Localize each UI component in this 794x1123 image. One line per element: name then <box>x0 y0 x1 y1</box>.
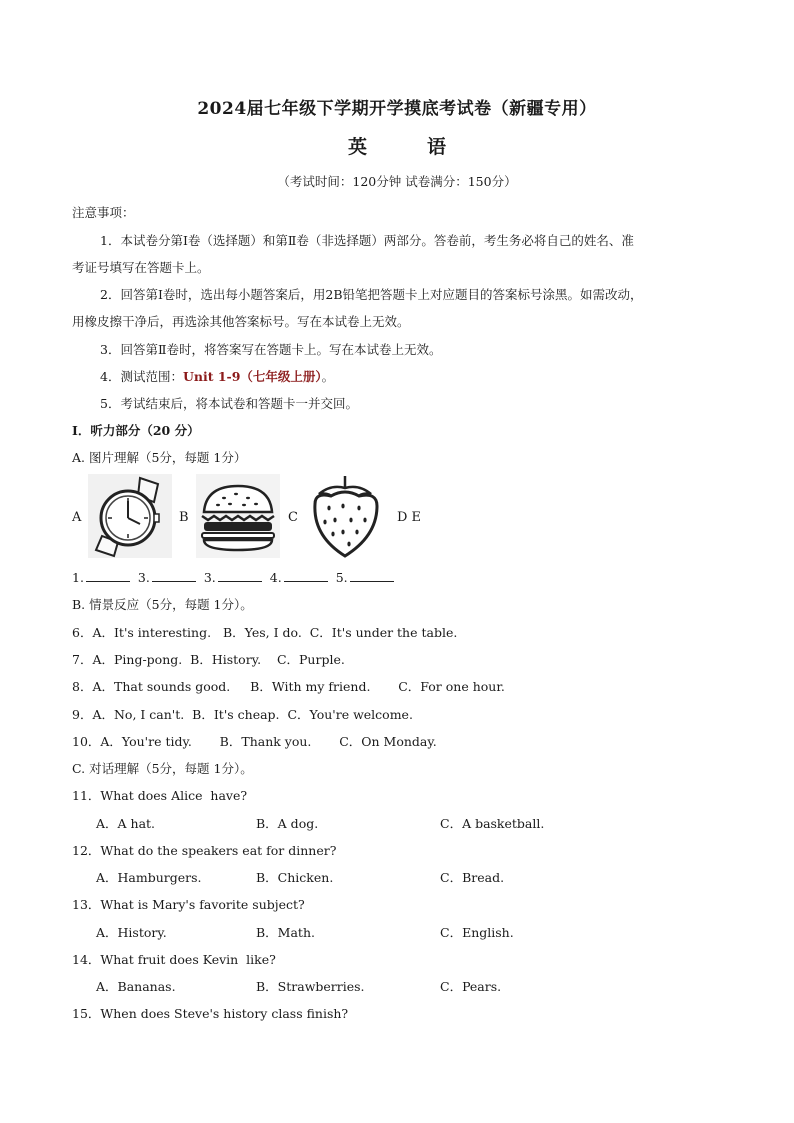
question-6: 6．A．It's interesting. B．Yes, I do. C．It's under the table. <box>72 625 458 640</box>
answer-blank[interactable] <box>152 570 196 582</box>
subject-char-2: 语 <box>427 136 447 158</box>
picture-answer-blanks <box>72 570 398 585</box>
question-13-option-b: B．Math. <box>256 925 315 940</box>
answer-blank[interactable] <box>86 570 130 582</box>
subject-char-1: 英 <box>347 136 367 158</box>
question-11-option-a: A．A hat. <box>96 816 156 831</box>
note-1a: 1．本试卷分第Ⅰ卷（选择题）和第Ⅱ卷（非选择题）两部分。答卷前，考生务必将自己的姓名、准 <box>100 233 634 248</box>
question-15-stem: 15．When does Steve's history class finish? <box>72 1006 349 1021</box>
question-13-stem: 13．What is Mary's favorite subject? <box>72 897 305 912</box>
note-4 <box>100 367 334 385</box>
hamburger-icon <box>196 474 280 561</box>
section-listening-heading: Ⅰ．听力部分（20 分） <box>72 423 200 438</box>
picture-label-b: B <box>179 510 189 525</box>
question-13-option-a: A．History. <box>96 925 167 940</box>
blank-label: 5. <box>335 570 348 585</box>
strawberry-icon <box>305 474 385 561</box>
answer-blank[interactable] <box>218 570 262 582</box>
part-c-heading: C. 对话理解（5分，每题 1分）。 <box>72 761 253 776</box>
picture-label-a: A <box>72 510 82 525</box>
question-14-option-a: A．Bananas. <box>96 979 176 994</box>
test-range: Unit 1-9（七年级上册） <box>182 369 322 384</box>
question-14-stem: 14．What fruit does Kevin like? <box>72 952 276 967</box>
picture-label-c: C <box>288 510 298 525</box>
note-5: 5．考试结束后，将本试卷和答题卡一并交回。 <box>100 396 358 411</box>
exam-meta: （考试时间：120分钟 试卷满分：150分） <box>277 174 517 189</box>
question-13-option-c: C．English. <box>440 925 514 940</box>
answer-blank[interactable] <box>284 570 328 582</box>
question-7: 7．A．Ping-pong. B．History. C．Purple. <box>72 652 345 667</box>
answer-blank[interactable] <box>350 570 394 582</box>
note-4-prefix: 4．测试范围： <box>100 369 183 384</box>
note-4-suffix: 。 <box>321 369 335 384</box>
note-2b: 用橡皮擦干净后，再选涂其他答案标号。写在本试卷上无效。 <box>72 314 410 329</box>
question-8: 8．A．That sounds good. B．With my friend. C．For one hour. <box>72 679 505 694</box>
wristwatch-icon <box>88 474 172 561</box>
subject-title <box>0 132 794 159</box>
blank-label: 4. <box>269 570 282 585</box>
question-9: 9．A．No, I can't. B．It's cheap. C．You're welcome. <box>72 707 413 722</box>
blank-label: 3. <box>203 570 216 585</box>
question-12-stem: 12．What do the speakers eat for dinner? <box>72 843 337 858</box>
exam-title: 2024届七年级下学期开学摸底考试卷（新疆专用） <box>197 99 597 119</box>
question-12-option-c: C．Bread. <box>440 870 505 885</box>
picture-label-de: D E <box>397 510 422 525</box>
note-3: 3．回答第Ⅱ卷时，将答案写在答题卡上。写在本试卷上无效。 <box>100 342 442 357</box>
blank-label: 3. <box>137 570 150 585</box>
question-14-option-b: B．Strawberries. <box>256 979 365 994</box>
blank-label: 1. <box>72 570 84 585</box>
question-12-option-a: A．Hamburgers. <box>96 870 202 885</box>
question-10: 10．A．You're tidy. B．Thank you. C．On Monday. <box>72 734 437 749</box>
notes-heading: 注意事项： <box>72 205 135 220</box>
question-11-stem: 11．What does Alice have? <box>72 788 248 803</box>
question-11-option-b: B．A dog. <box>256 816 319 831</box>
note-2a: 2．回答第Ⅰ卷时，选出每小题答案后，用2B铅笔把答题卡上对应题目的答案标号涂黑。如需改动， <box>100 287 643 302</box>
part-a-heading: A. 图片理解（5分，每题 1分） <box>72 450 247 465</box>
note-1b: 考证号填写在答题卡上。 <box>72 260 210 275</box>
part-b-heading: B. 情景反应（5分，每题 1分）。 <box>72 597 253 612</box>
question-11-option-c: C．A basketball. <box>440 816 545 831</box>
question-14-option-c: C．Pears. <box>440 979 502 994</box>
question-12-option-b: B．Chicken. <box>256 870 334 885</box>
